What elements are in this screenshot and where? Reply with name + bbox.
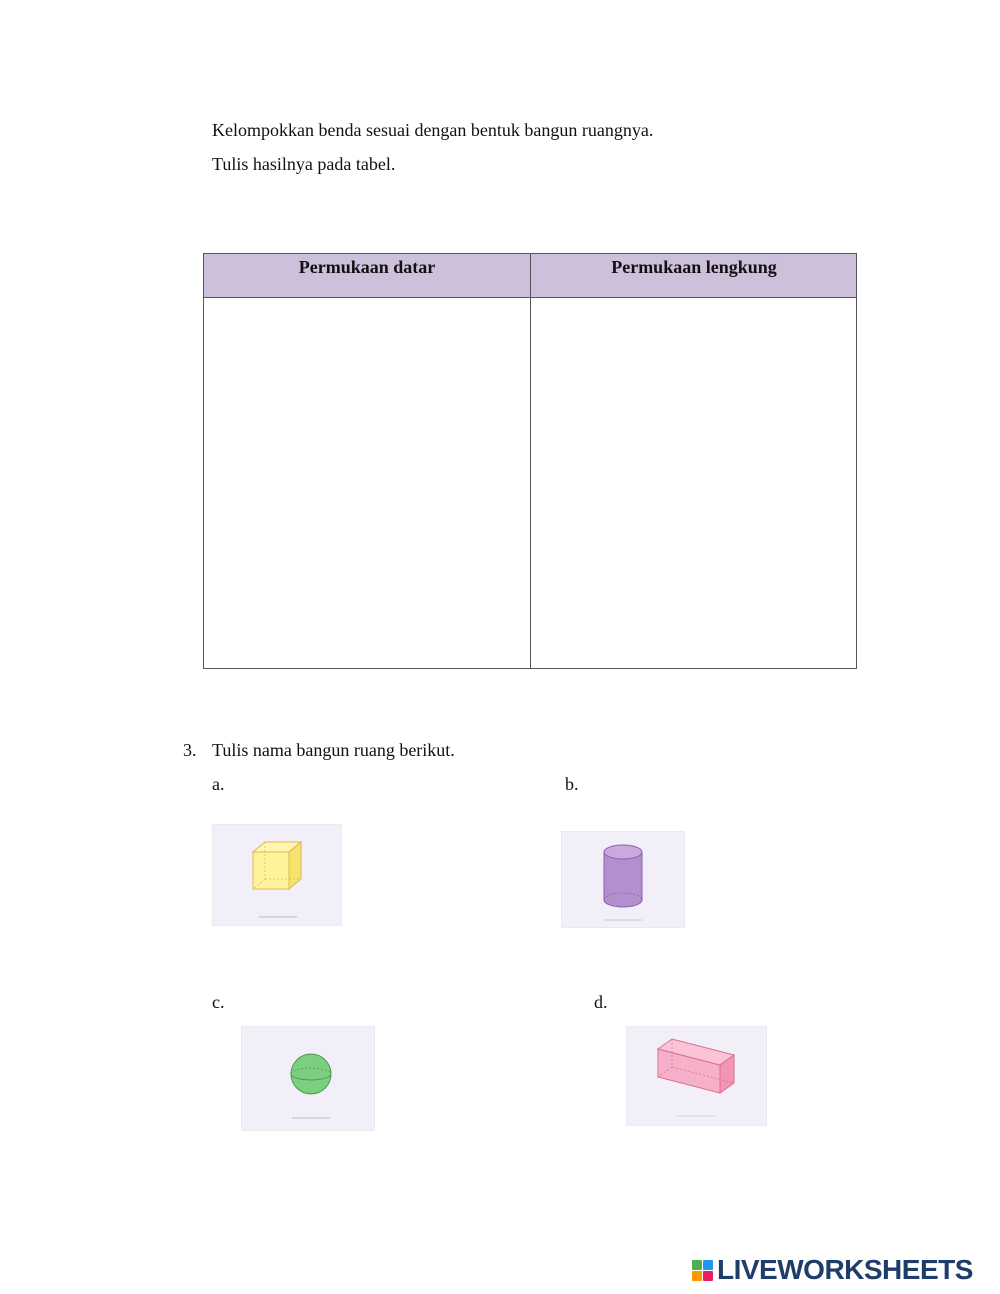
- logo-text: LIVEWORKSHEETS: [717, 1254, 973, 1285]
- shape-card-a: [213, 825, 341, 925]
- question-text: Tulis nama bangun ruang berikut.: [212, 740, 455, 760]
- question-number: 3.: [183, 740, 197, 760]
- item-label-d: d.: [594, 992, 608, 1012]
- shape-card-b: [562, 832, 684, 927]
- cylinder-icon: [562, 832, 684, 927]
- logo-mark-tile: [692, 1260, 702, 1270]
- liveworksheets-logo[interactable]: [692, 1255, 973, 1285]
- logo-mark-tile: [692, 1271, 702, 1281]
- header-flat-surface: Permukaan datar: [298, 257, 436, 277]
- item-label-b: b.: [565, 774, 579, 794]
- grouping-table: [203, 253, 857, 669]
- logo-mark-tile: [703, 1260, 713, 1270]
- header-curved-surface: Permukaan lengkung: [611, 257, 777, 277]
- answer-cell-curved[interactable]: [531, 298, 856, 668]
- sphere-icon: [242, 1027, 374, 1130]
- logo-mark-tile: [703, 1271, 713, 1281]
- answer-cell-flat[interactable]: [204, 298, 529, 668]
- cuboid-icon: [627, 1027, 766, 1125]
- item-label-c: c.: [212, 992, 225, 1012]
- item-label-a: a.: [212, 774, 225, 794]
- cube-icon: [213, 825, 341, 925]
- instruction-line-1: Kelompokkan benda sesuai dengan bentuk bangun ruangnya.: [212, 120, 654, 140]
- instruction-line-2: Tulis hasilnya pada tabel.: [212, 154, 396, 174]
- logo-mark-icon: [692, 1260, 713, 1281]
- shape-card-c: [242, 1027, 374, 1130]
- shape-card-d: [627, 1027, 766, 1125]
